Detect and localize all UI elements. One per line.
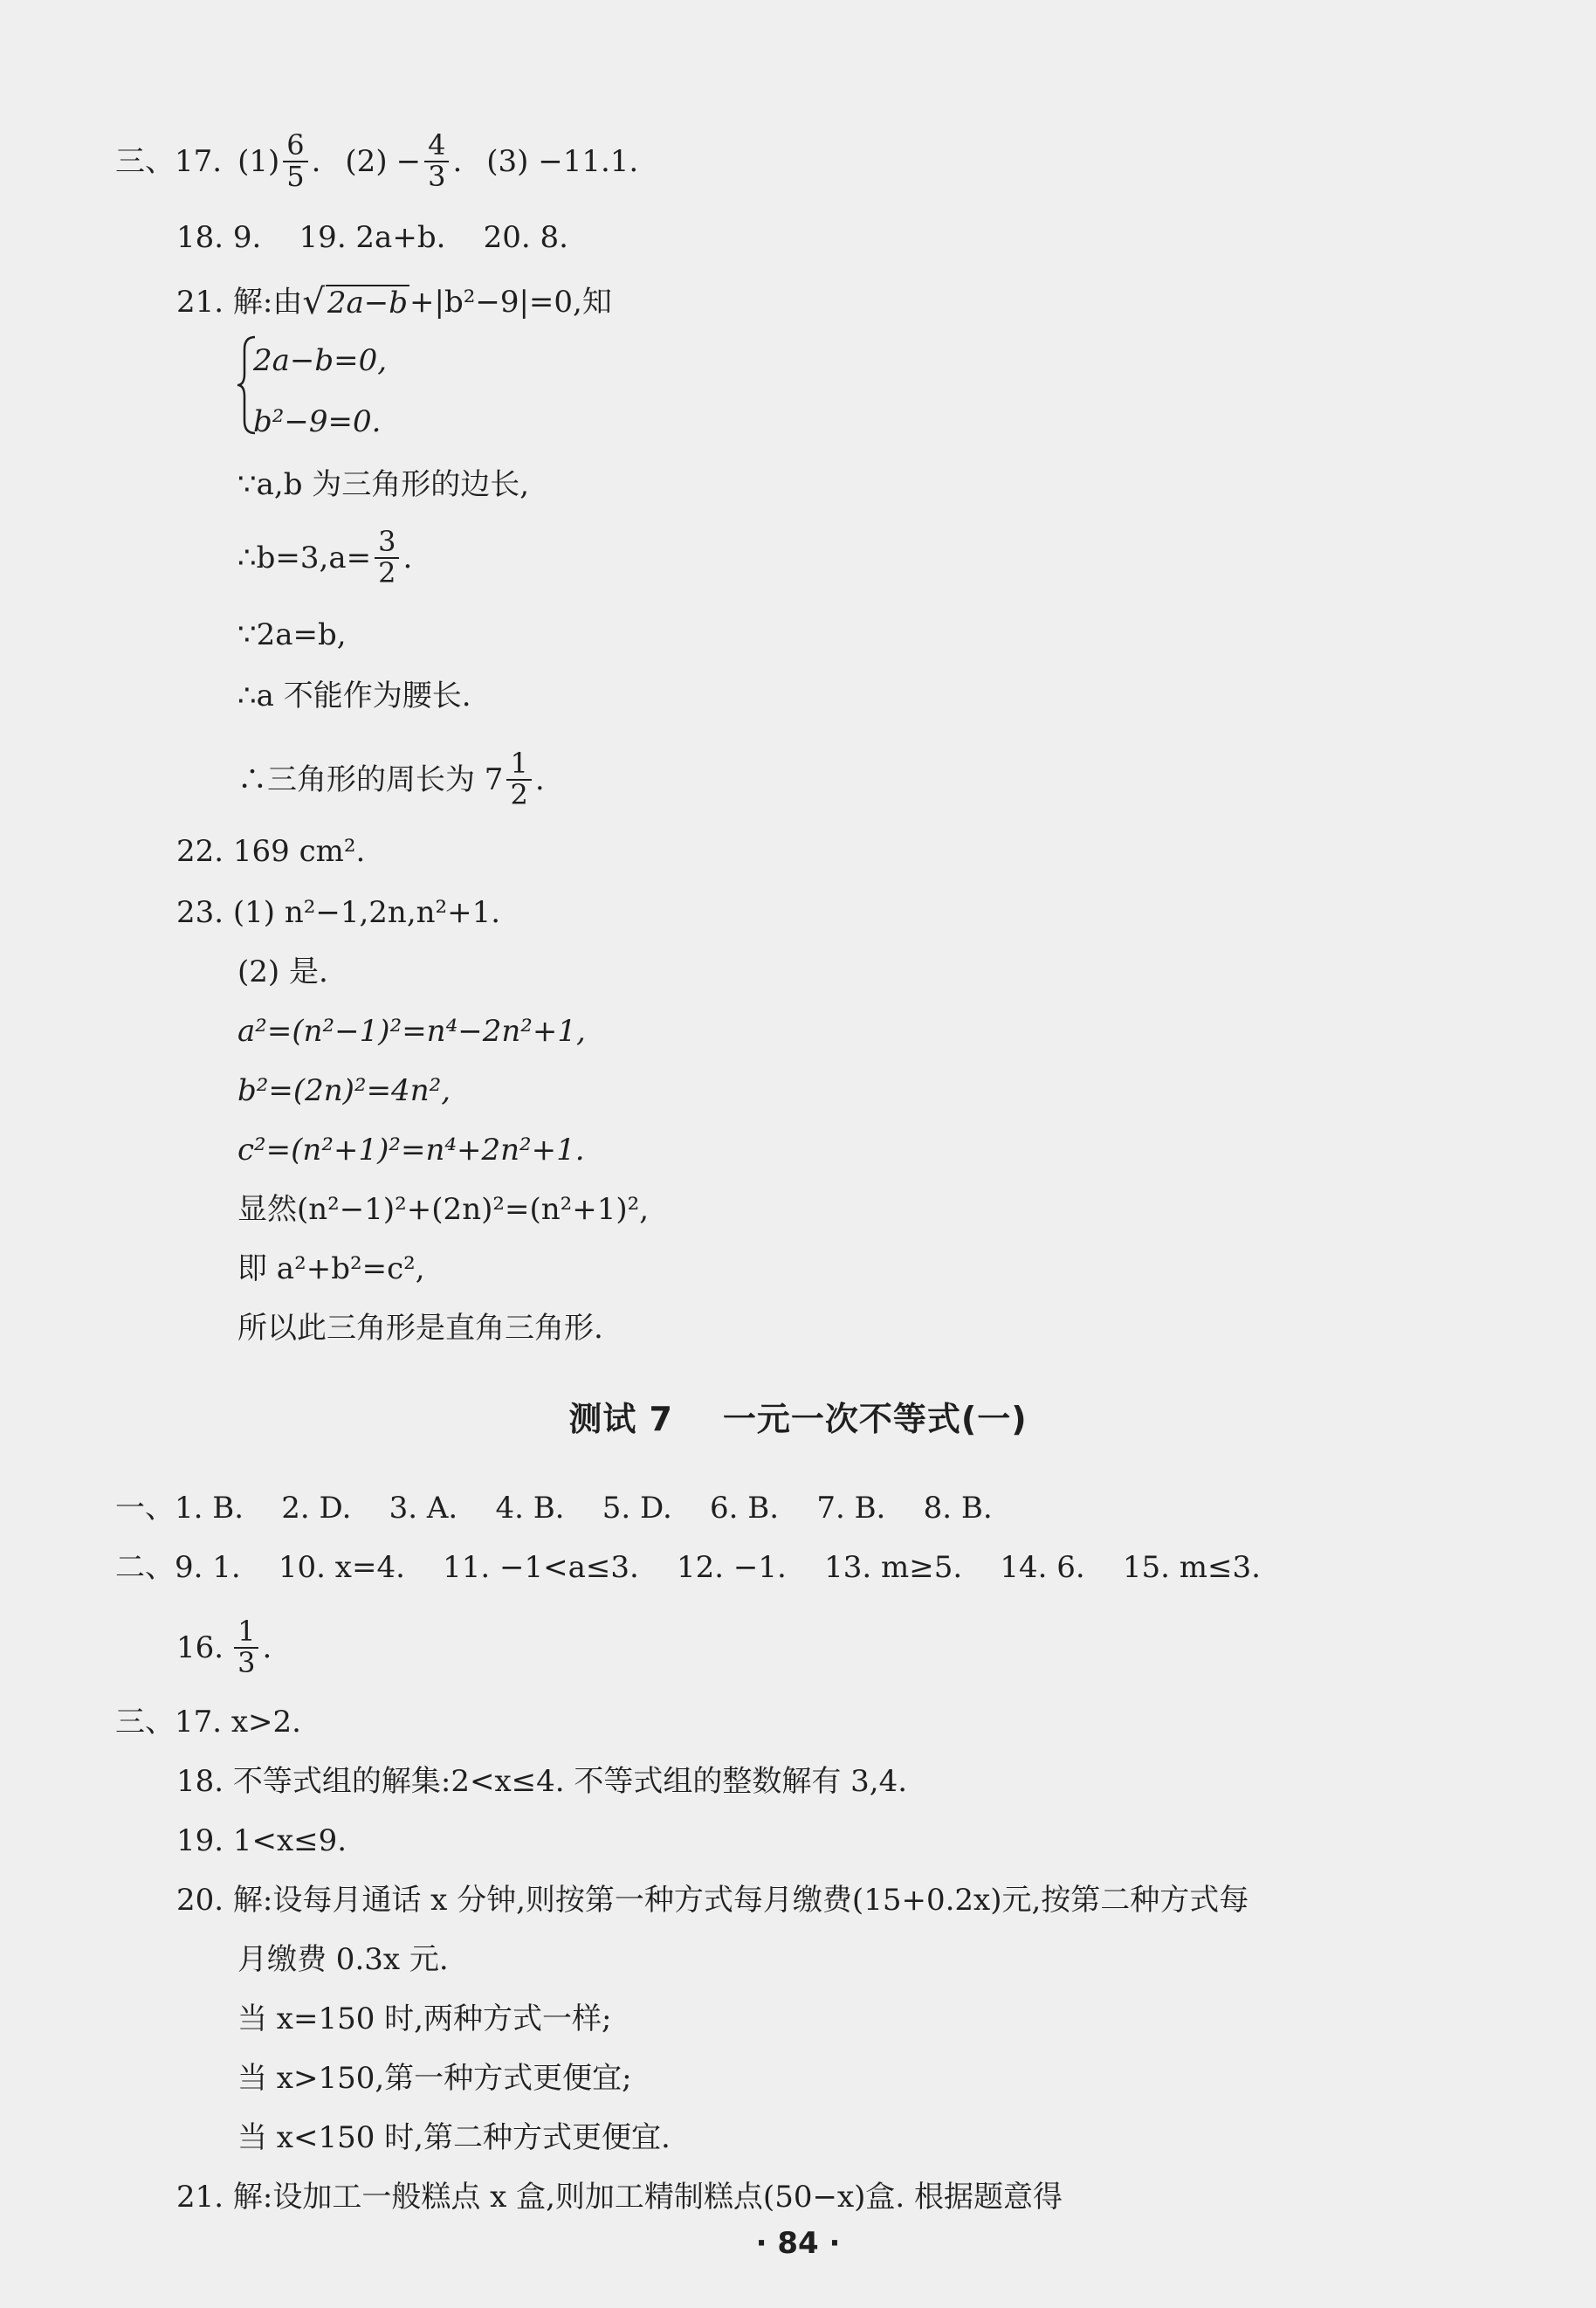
text: 23. (1) n²−1,2n,n²+1. <box>176 895 501 930</box>
fraction-denominator: 3 <box>234 1647 258 1678</box>
answer-17-part3: (3) −11.1. <box>486 143 639 179</box>
text: 显然(n²−1)²+(2n)²=(n²+1)², <box>237 1192 650 1227</box>
answer-line-19b <box>176 1823 347 1858</box>
minus-sign: − <box>396 143 422 179</box>
text: 22. 169 cm². <box>176 834 366 869</box>
obvious-line <box>237 1192 650 1227</box>
text: (2) 是. <box>237 954 328 989</box>
perimeter-line <box>237 749 545 810</box>
equation-c-squared <box>237 1133 585 1168</box>
answer-17-part2-end: . <box>452 143 463 179</box>
answer-21-intro: 21. 解:由 <box>176 285 303 320</box>
text: c²=(n²+1)²=n⁴+2n²+1. <box>237 1133 585 1168</box>
text: 18. 不等式组的解集:2<x≤4. 不等式组的整数解有 3,4. <box>176 1764 908 1799</box>
answer-line-23 <box>176 895 501 930</box>
answer-line-18b <box>176 1764 908 1799</box>
text: ∴b=3,a= <box>237 540 372 575</box>
text: 月缴费 0.3x 元. <box>237 1942 449 1977</box>
text: 即 a²+b²=c², <box>237 1251 425 1286</box>
case-equal <box>237 2001 612 2036</box>
answer-line-22 <box>176 834 366 869</box>
reason-line-2 <box>237 617 347 652</box>
answer-23-part2 <box>237 954 328 989</box>
fraction-1-3 <box>234 1617 258 1678</box>
text: 二、9. 1. 10. x=4. 11. −1<a≤3. 12. −1. 13. m≥5. 14. 6. 15. m≤3. <box>115 1550 1261 1585</box>
text: 21. 解:设加工一般糕点 x 盒,则加工精制糕点(50−x)盒. 根据题意得 <box>176 2180 1063 2215</box>
answer-line-20b <box>176 1883 1249 1918</box>
page-number: · 84 · <box>755 2226 841 2261</box>
fraction-denominator: 2 <box>506 779 531 810</box>
answer-line-21b <box>176 2180 1063 2215</box>
fraction-numerator: 4 <box>428 128 446 162</box>
therefore-line <box>237 1311 603 1346</box>
text: a²=(n²−1)²=n⁴−2n²+1, <box>237 1014 586 1049</box>
fraction-3-2 <box>375 527 399 588</box>
equation: b²−9=0. <box>253 404 382 439</box>
text: b²=(2n)²=4n², <box>237 1073 451 1108</box>
text: 19. 1<x≤9. <box>176 1823 347 1858</box>
text: 当 x>150,第一种方式更便宜; <box>237 2061 632 2096</box>
answer-line-17 <box>115 128 639 193</box>
answer-line-17b <box>115 1705 301 1740</box>
text: ∵a,b 为三角形的边长, <box>237 467 530 502</box>
namely-line <box>237 1251 425 1286</box>
reason-line <box>237 467 530 502</box>
answer-17-part1-end: . <box>311 143 321 179</box>
text: 三、17. x>2. <box>115 1705 301 1740</box>
text: ∴a 不能作为腰长. <box>237 679 471 713</box>
case-greater <box>237 2061 632 2096</box>
case-less <box>237 2120 671 2155</box>
text: . <box>402 540 413 575</box>
equation: 2a−b=0, <box>253 343 388 378</box>
equation-b-squared <box>237 1073 451 1108</box>
system-eq-2 <box>253 404 382 439</box>
text: 16. <box>176 1629 224 1665</box>
fraction-denominator: 3 <box>424 161 449 192</box>
fraction-numerator: 3 <box>378 525 396 558</box>
equation-a-squared <box>237 1014 586 1049</box>
answer-17-part1-label: (1) <box>237 143 280 179</box>
section-title: 测试 7 一元一次不等式(一) <box>568 1400 1028 1438</box>
fraction-numerator: 1 <box>510 747 528 780</box>
square-root <box>302 282 409 322</box>
text: . <box>262 1629 272 1665</box>
fraction-1-2 <box>506 749 531 810</box>
text: 20. 解:设每月通话 x 分钟,则按第一种方式每月缴费(15+0.2x)元,按第二种方式每 <box>176 1883 1249 1918</box>
text: ∵2a=b, <box>237 617 347 652</box>
text: 当 x<150 时,第二种方式更便宜. <box>237 2120 671 2155</box>
answer-20b-cont <box>237 1942 449 1977</box>
answer-line-16 <box>176 1617 272 1678</box>
answers-18-19-20: 18. 9. 19. 2a+b. 20. 8. <box>176 220 568 255</box>
text: 一、1. B. 2. D. 3. A. 4. B. 5. D. 6. B. 7. B. 8. B. <box>115 1491 993 1526</box>
answer-line-18-20 <box>176 220 568 255</box>
radical-sign: √ <box>302 282 325 322</box>
text: . <box>534 761 545 797</box>
radicand: 2a−b <box>327 286 408 320</box>
conclusion-line-2 <box>237 681 471 711</box>
answer-17-prefix: 三、17. <box>115 143 223 179</box>
answer-17-part2-label: (2) <box>345 143 388 179</box>
fraction-6-5 <box>283 128 307 193</box>
answer-line-21 <box>176 282 612 322</box>
text: 所以此三角形是直角三角形. <box>237 1311 603 1346</box>
fill-in-answers <box>115 1550 1261 1585</box>
fraction-denominator: 5 <box>283 161 307 192</box>
fraction-numerator: 6 <box>286 128 305 162</box>
fraction-denominator: 2 <box>375 557 399 589</box>
system-eq-1 <box>253 343 388 378</box>
text: 当 x=150 时,两种方式一样; <box>237 2001 612 2036</box>
multiple-choice-answers <box>115 1491 993 1526</box>
fraction-4-3 <box>424 128 449 193</box>
fraction-numerator: 1 <box>237 1615 256 1648</box>
answer-21-rest: +|b²−9|=0,知 <box>409 285 612 320</box>
conclusion-line <box>237 527 412 588</box>
text: ∴三角形的周长为 7 <box>237 761 504 797</box>
